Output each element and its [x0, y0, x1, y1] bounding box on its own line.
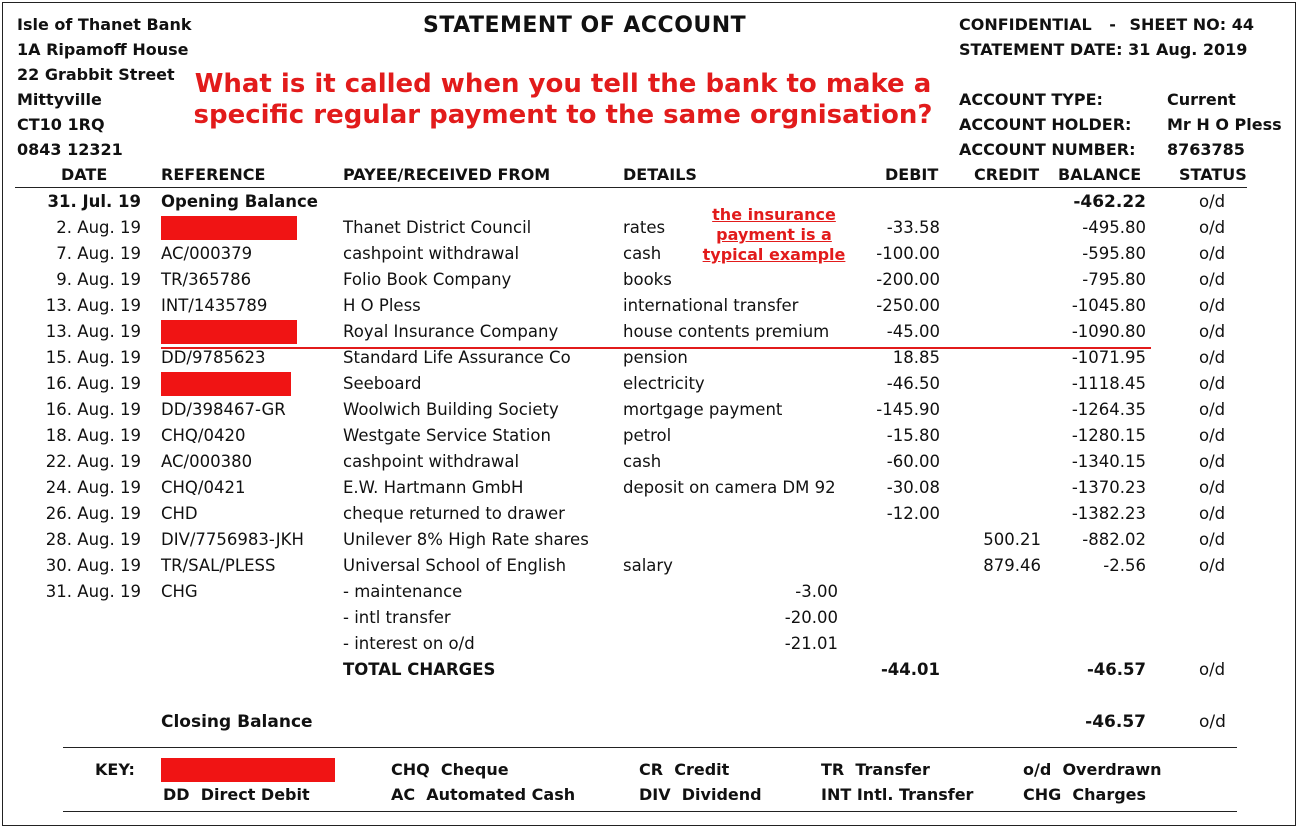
charge-item-amount: -20.00 — [784, 608, 838, 627]
tx-payee: Unilever 8% High Rate shares — [343, 530, 589, 549]
tx-status: o/d — [1199, 452, 1226, 471]
col-details: DETAILS — [623, 165, 697, 184]
tx-balance: -1071.95 — [1071, 348, 1146, 367]
table-row — [3, 241, 1297, 267]
key-code: DIV — [639, 785, 671, 804]
account-holder-value: Mr H O Pless — [1167, 115, 1282, 134]
tx-status: o/d — [1199, 296, 1226, 315]
closing-status: o/d — [1199, 712, 1226, 732]
tx-reference: CHQ/0420 — [161, 426, 246, 445]
tx-date: 16. Aug. 19 — [45, 374, 141, 393]
tx-balance: -795.80 — [1082, 270, 1146, 289]
tx-status: o/d — [1199, 530, 1226, 549]
question-text: What is it called when you tell the bank to make a specific regular payment to the same orgnisation? — [193, 69, 933, 130]
tx-balance: -495.80 — [1082, 218, 1146, 237]
bank-address-line: 1A Ripamoff House — [17, 40, 189, 59]
tx-status: o/d — [1199, 556, 1226, 575]
opening-status: o/d — [1199, 192, 1226, 211]
tx-balance: -1090.80 — [1071, 322, 1146, 341]
tx-details: cash — [623, 244, 662, 263]
bank-name: Isle of Thanet Bank — [17, 15, 192, 34]
tx-payee: Royal Insurance Company — [343, 322, 559, 341]
key-label: KEY: — [95, 760, 135, 779]
tx-debit: -30.08 — [886, 478, 940, 497]
tx-details: salary — [623, 556, 673, 575]
bank-statement — [2, 2, 1296, 826]
table-row — [3, 501, 1297, 527]
tx-date: 26. Aug. 19 — [45, 504, 141, 523]
key-code: CR — [639, 760, 664, 779]
col-status: STATUS — [1179, 165, 1247, 184]
tx-reference: CHQ/0421 — [161, 478, 246, 497]
key-item-chq — [391, 760, 509, 779]
charge-item-label: - intl transfer — [343, 608, 451, 627]
tx-status: o/d — [1199, 478, 1226, 497]
tx-payee: Universal School of English — [343, 556, 567, 575]
closing-label: Closing Balance — [161, 712, 313, 732]
table-row — [3, 397, 1297, 423]
account-holder-label: ACCOUNT HOLDER: — [959, 115, 1132, 134]
redaction-box — [161, 320, 297, 344]
table-row — [3, 267, 1297, 293]
tx-payee: H O Pless — [343, 296, 421, 315]
key-bottom-rule — [63, 811, 1237, 812]
table-row — [3, 215, 1297, 241]
col-balance: BALANCE — [1058, 165, 1142, 184]
tx-payee: Folio Book Company — [343, 270, 512, 289]
key-text: Direct Debit — [200, 785, 310, 804]
opening-date: 31. Jul. 19 — [47, 192, 141, 211]
annotation-line: the insurance — [712, 205, 836, 224]
tx-reference: AC/000379 — [161, 244, 253, 263]
sheet-number: SHEET NO: 44 — [1129, 15, 1254, 34]
annotation-line: payment is a — [716, 225, 832, 244]
tx-debit: -100.00 — [876, 244, 940, 263]
confidential-label: CONFIDENTIAL — [959, 15, 1092, 34]
tx-status: o/d — [1199, 400, 1226, 419]
key-text: Overdrawn — [1062, 760, 1162, 779]
annotation-line: typical example — [702, 245, 846, 264]
bank-postcode: CT10 1RQ — [17, 115, 105, 134]
charge-item-amount: -21.01 — [784, 634, 838, 653]
tx-credit: 879.46 — [983, 556, 1041, 575]
table-row — [3, 553, 1297, 579]
redaction-box — [161, 372, 291, 396]
tx-reference: DD/9785623 — [161, 348, 266, 367]
tx-status: o/d — [1199, 426, 1226, 445]
bank-phone: 0843 12321 — [17, 140, 123, 159]
tx-balance: -1370.23 — [1071, 478, 1146, 497]
col-payee: PAYEE/RECEIVED FROM — [343, 165, 551, 184]
tx-date: 30. Aug. 19 — [45, 556, 141, 575]
opening-balance: -462.22 — [1073, 192, 1146, 212]
table-row — [3, 423, 1297, 449]
key-item-ac — [391, 785, 575, 804]
tx-date: 24. Aug. 19 — [45, 478, 141, 497]
tx-details: deposit on camera DM 92 — [623, 478, 836, 497]
tx-details: books — [623, 270, 672, 289]
table-row — [3, 293, 1297, 319]
tx-details: electricity — [623, 374, 705, 393]
tx-reference: INT/1435789 — [161, 296, 268, 315]
tx-reference: DD/398467-GR — [161, 400, 286, 419]
tx-reference: CHD — [161, 504, 198, 523]
key-item-div — [639, 785, 762, 804]
tx-balance: -595.80 — [1082, 244, 1146, 263]
tx-status: o/d — [1199, 348, 1226, 367]
tx-payee: Woolwich Building Society — [343, 400, 559, 419]
tx-status: o/d — [1199, 218, 1226, 237]
charges-row — [3, 605, 1297, 631]
account-number-value: 8763785 — [1167, 140, 1245, 159]
account-type-label: ACCOUNT TYPE: — [959, 90, 1103, 109]
tx-date: 13. Aug. 19 — [45, 296, 141, 315]
key-item-int — [821, 785, 973, 804]
tx-date: 13. Aug. 19 — [45, 322, 141, 341]
page-title: STATEMENT OF ACCOUNT — [423, 13, 747, 38]
key-code: CHG — [1023, 785, 1062, 804]
tx-credit: 500.21 — [983, 530, 1041, 549]
key-text: Dividend — [681, 785, 762, 804]
tx-reference: TR/365786 — [161, 270, 252, 289]
table-row — [3, 527, 1297, 553]
key-top-rule — [63, 747, 1237, 748]
key-item-cr — [639, 760, 729, 779]
tx-payee: cheque returned to drawer — [343, 504, 565, 523]
tx-details: international transfer — [623, 296, 799, 315]
tx-details: rates — [623, 218, 666, 237]
total-charges-debit: -44.01 — [880, 660, 940, 679]
key-text: Credit — [674, 760, 730, 779]
tx-balance: -1340.15 — [1071, 452, 1146, 471]
tx-payee: Westgate Service Station — [343, 426, 551, 445]
tx-balance: -1045.80 — [1071, 296, 1146, 315]
key-text: Automated Cash — [426, 785, 576, 804]
tx-reference: TR/SAL/PLESS — [161, 556, 276, 575]
key-text: Intl. Transfer — [856, 785, 974, 804]
tx-reference: DIV/7756983-JKH — [161, 530, 304, 549]
tx-payee: Standard Life Assurance Co — [343, 348, 571, 367]
tx-details: mortgage payment — [623, 400, 783, 419]
tx-payee: cashpoint withdrawal — [343, 244, 520, 263]
table-row — [3, 371, 1297, 397]
tx-debit: -250.00 — [876, 296, 940, 315]
key-code: CHQ — [391, 760, 430, 779]
key-code: AC — [391, 785, 416, 804]
redaction-box — [161, 758, 335, 782]
tx-debit: 18.85 — [892, 348, 940, 367]
tx-date: 28. Aug. 19 — [45, 530, 141, 549]
tx-debit: -45.00 — [886, 322, 940, 341]
charges-row — [3, 631, 1297, 657]
tx-date: 2. Aug. 19 — [56, 218, 141, 237]
tx-payee: E.W. Hartmann GmbH — [343, 478, 524, 497]
tx-date: 22. Aug. 19 — [45, 452, 141, 471]
tx-date: 18. Aug. 19 — [45, 426, 141, 445]
annotation-note — [697, 205, 851, 265]
opening-label: Opening Balance — [161, 192, 318, 211]
tx-debit: -46.50 — [886, 374, 940, 393]
header-divider — [15, 187, 1247, 188]
total-charges-status: o/d — [1199, 660, 1226, 679]
annotation-underline — [161, 347, 1151, 349]
tx-balance: -2.56 — [1103, 556, 1146, 575]
separator: - — [1109, 15, 1116, 34]
table-row — [3, 475, 1297, 501]
sheet-info — [959, 15, 1254, 34]
tx-balance: -1264.35 — [1071, 400, 1146, 419]
tx-debit: -33.58 — [886, 218, 940, 237]
tx-date: 9. Aug. 19 — [56, 270, 141, 289]
tx-status: o/d — [1199, 270, 1226, 289]
tx-balance: -1382.23 — [1071, 504, 1146, 523]
statement-date: STATEMENT DATE: 31 Aug. 2019 — [959, 40, 1248, 59]
bank-address-line: Mittyville — [17, 90, 102, 109]
charges-date: 31. Aug. 19 — [45, 582, 141, 601]
tx-balance: -1280.15 — [1071, 426, 1146, 445]
charges-row — [3, 579, 1297, 605]
tx-date: 15. Aug. 19 — [45, 348, 141, 367]
key-item-chg — [1023, 785, 1146, 804]
col-credit: CREDIT — [974, 165, 1040, 184]
tx-details: pension — [623, 348, 688, 367]
total-charges-label: TOTAL CHARGES — [343, 660, 496, 679]
total-charges-row — [3, 657, 1297, 683]
key-code: o/d — [1023, 760, 1052, 779]
tx-status: o/d — [1199, 374, 1226, 393]
tx-details: petrol — [623, 426, 672, 445]
col-date: DATE — [61, 165, 108, 184]
tx-debit: -145.90 — [876, 400, 940, 419]
redaction-box — [161, 216, 297, 240]
charge-item-label: - interest on o/d — [343, 634, 475, 653]
tx-payee: cashpoint withdrawal — [343, 452, 520, 471]
table-row — [3, 319, 1297, 345]
tx-status: o/d — [1199, 322, 1226, 341]
closing-balance: -46.57 — [1085, 712, 1146, 732]
col-debit: DEBIT — [885, 165, 939, 184]
opening-balance-row — [3, 189, 1297, 215]
charge-item-label: - maintenance — [343, 582, 463, 601]
key-code: TR — [821, 760, 845, 779]
tx-date: 16. Aug. 19 — [45, 400, 141, 419]
bank-address-line: 22 Grabbit Street — [17, 65, 175, 84]
tx-status: o/d — [1199, 504, 1226, 523]
key-text: Transfer — [855, 760, 930, 779]
total-charges-balance: -46.57 — [1086, 660, 1146, 679]
key-item-od — [1023, 760, 1162, 779]
account-number-label: ACCOUNT NUMBER: — [959, 140, 1136, 159]
table-row — [3, 449, 1297, 475]
tx-payee: Thanet District Council — [343, 218, 532, 237]
tx-debit: -60.00 — [886, 452, 940, 471]
tx-debit: -200.00 — [876, 270, 940, 289]
account-type-value: Current — [1167, 90, 1236, 109]
tx-status: o/d — [1199, 244, 1226, 263]
key-code: INT — [821, 785, 852, 804]
tx-balance: -882.02 — [1082, 530, 1146, 549]
key-code: DD — [163, 785, 190, 804]
tx-payee: Seeboard — [343, 374, 422, 393]
tx-date: 7. Aug. 19 — [56, 244, 141, 263]
col-reference: REFERENCE — [161, 165, 266, 184]
closing-balance-row — [3, 709, 1297, 735]
charge-item-amount: -3.00 — [795, 582, 838, 601]
tx-details: cash — [623, 452, 662, 471]
tx-balance: -1118.45 — [1071, 374, 1146, 393]
key-item-dd — [163, 785, 310, 804]
key-text: Cheque — [440, 760, 509, 779]
tx-details: house contents premium — [623, 322, 830, 341]
tx-debit: -15.80 — [886, 426, 940, 445]
tx-debit: -12.00 — [886, 504, 940, 523]
tx-reference: AC/000380 — [161, 452, 253, 471]
key-item-tr — [821, 760, 930, 779]
key-text: Charges — [1072, 785, 1147, 804]
charges-ref: CHG — [161, 582, 198, 601]
